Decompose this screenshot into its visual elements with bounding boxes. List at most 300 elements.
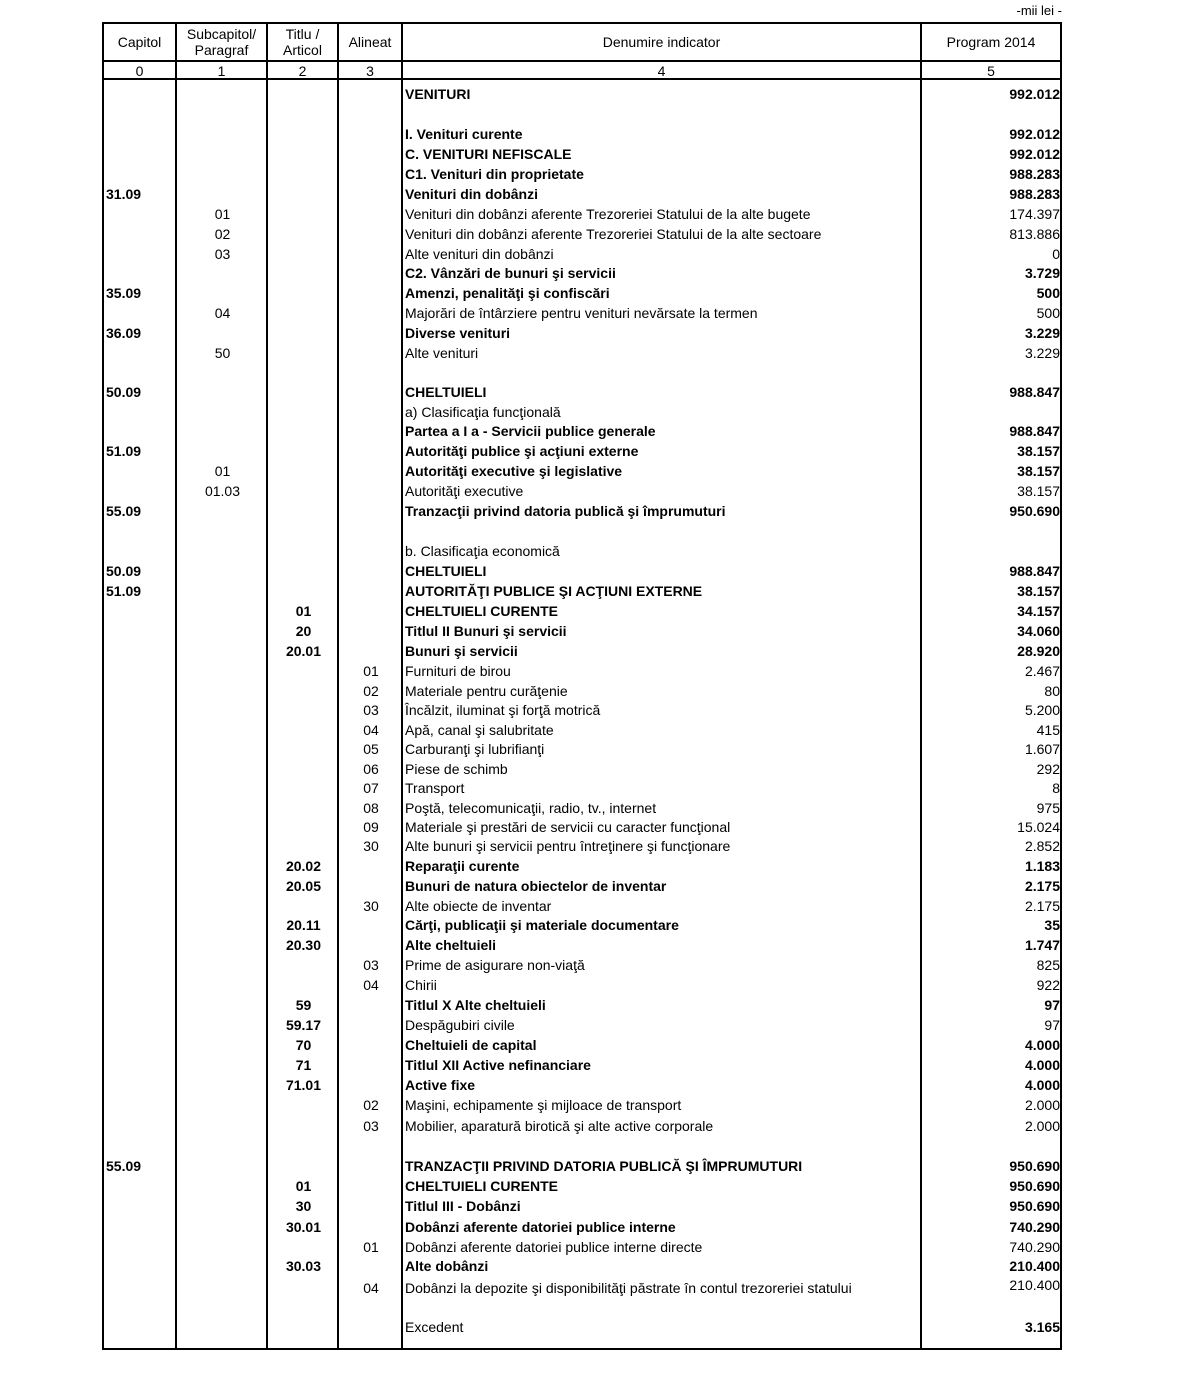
subcapitol-cell [177, 541, 268, 561]
titlu-cell: 01 [295, 1178, 312, 1194]
alineat-cell: 07 [363, 780, 379, 796]
table-row [104, 1176, 1060, 1196]
program-value-cell: 174.397 [1009, 206, 1060, 222]
alineat-cell [339, 1256, 403, 1276]
capitol-cell [106, 915, 176, 935]
titlu-cell [268, 144, 339, 164]
subcapitol-cell [177, 836, 268, 856]
indicator-name-cell: Despăgubiri civile [405, 1017, 515, 1033]
alineat-cell: 03 [363, 702, 379, 718]
subcapitol-cell [177, 283, 268, 303]
table-row [104, 501, 1060, 521]
indicator-name-cell: Cărţi, publicaţii şi materiale documentare [405, 917, 679, 933]
subcapitol-cell [177, 561, 268, 581]
capitol-cell [106, 975, 176, 995]
program-value-cell: 415 [1036, 722, 1060, 738]
indicator-name-cell: C1. Venituri din proprietate [405, 166, 584, 182]
program-value-cell: 2.852 [1024, 838, 1060, 854]
table-row [104, 700, 1060, 720]
program-value-cell: 740.290 [1009, 1239, 1060, 1255]
subcapitol-cell [177, 1156, 268, 1176]
titlu-cell: 30.03 [285, 1258, 322, 1274]
table-row [104, 184, 1060, 204]
program-value-cell: 34.157 [1017, 603, 1060, 619]
alineat-cell [339, 382, 403, 402]
indicator-name-cell: Titlul XII Active nefinanciare [405, 1057, 591, 1073]
alineat-cell [339, 1156, 403, 1176]
capitol-cell [106, 1278, 176, 1298]
titlu-cell [268, 541, 339, 561]
table-row [104, 720, 1060, 740]
alineat-cell [339, 164, 403, 184]
indicator-name-cell: Materiale pentru curăţenie [405, 683, 568, 699]
header-capitol: Capitol [117, 34, 162, 50]
program-value-cell: 4.000 [1024, 1057, 1060, 1073]
indicator-name-cell: Autorităţi executive [405, 483, 524, 499]
titlu-cell [268, 501, 339, 521]
capitol-cell [106, 681, 176, 701]
titlu-cell [268, 244, 339, 264]
capitol-cell [106, 798, 176, 818]
table-row [104, 303, 1060, 323]
subcapitol-cell [177, 144, 268, 164]
titlu-cell: 70 [295, 1037, 312, 1053]
indicator-name-cell: VENITURI [405, 86, 471, 102]
unit-label: -mii lei - [1016, 3, 1062, 18]
indicator-name-cell: Materiale şi prestări de servicii cu caracter funcţional [405, 819, 731, 835]
titlu-cell [268, 164, 339, 184]
capitol-cell [106, 621, 176, 641]
subcapitol-cell [177, 84, 268, 104]
capitol-cell [106, 778, 176, 798]
subcapitol-cell [177, 915, 268, 935]
capitol-cell: 55.09 [106, 1158, 142, 1174]
indicator-name-cell: Maşini, echipamente şi mijloace de transport [405, 1097, 682, 1113]
alineat-cell: 03 [363, 957, 379, 973]
table-row [104, 1015, 1060, 1035]
alineat-cell [339, 323, 403, 343]
titlu-cell [268, 421, 339, 441]
titlu-cell: 71.01 [285, 1077, 322, 1093]
subcapitol-cell [177, 856, 268, 876]
program-value-cell: 2.175 [1024, 878, 1060, 894]
subcapitol-cell [177, 739, 268, 759]
alineat-cell [339, 402, 403, 422]
subcapitol-cell [177, 876, 268, 896]
capitol-cell [106, 343, 176, 363]
table-row [104, 561, 1060, 581]
program-value-cell: 950.690 [1009, 1178, 1060, 1194]
subcapitol-cell [177, 1176, 268, 1196]
capitol-cell [106, 955, 176, 975]
indicator-name-cell: CHELTUIELI [405, 384, 487, 400]
subcapitol-cell [177, 1278, 268, 1298]
subcapitol-cell [177, 421, 268, 441]
indicator-name-cell: Dobânzi aferente datoriei publice interne [405, 1219, 676, 1235]
capitol-cell [106, 224, 176, 244]
subcapitol-cell [177, 661, 268, 681]
titlu-cell: 20.11 [286, 917, 321, 933]
indicator-name-cell: Tranzacţii privind datoria publică şi împrumuturi [405, 503, 726, 519]
indicator-name-cell: Furnituri de birou [405, 663, 511, 679]
table-row [104, 541, 1060, 561]
program-value-cell: 2.175 [1024, 898, 1060, 914]
subcapitol-cell [177, 1217, 268, 1237]
index-2: 2 [298, 62, 307, 79]
table-row [104, 759, 1060, 779]
indicator-name-cell: Chirii [405, 977, 437, 993]
indicator-name-cell: Dobânzi la depozite şi disponibilităţi păstrate în contul trezoreriei statului [405, 1280, 852, 1296]
titlu-cell [268, 1116, 339, 1136]
subcapitol-cell [177, 382, 268, 402]
subcapitol-cell [177, 798, 268, 818]
titlu-cell [268, 1156, 339, 1176]
alineat-cell [339, 184, 403, 204]
table-row [104, 1217, 1060, 1237]
alineat-cell: 02 [363, 683, 379, 699]
alineat-cell [339, 501, 403, 521]
indicator-name-cell: Excedent [405, 1319, 464, 1335]
program-value-cell: 992.012 [1009, 146, 1060, 162]
capitol-cell [106, 244, 176, 264]
capitol-cell [106, 421, 176, 441]
subcapitol-cell [177, 1075, 268, 1095]
alineat-cell [339, 481, 403, 501]
titlu-cell [268, 955, 339, 975]
subcapitol-cell [177, 1196, 268, 1216]
program-value-cell: 210.400 [1009, 1277, 1060, 1293]
indicator-name-cell: Titlul III - Dobânzi [405, 1198, 521, 1214]
table-row [104, 402, 1060, 422]
indicator-name-cell: Mobilier, aparatură birotică şi alte active corporale [405, 1118, 714, 1134]
capitol-cell [106, 1237, 176, 1257]
subcapitol-cell [177, 441, 268, 461]
subcapitol-cell [177, 720, 268, 740]
subcapitol-cell [177, 700, 268, 720]
capitol-cell [106, 935, 176, 955]
subcapitol-cell: 01.03 [204, 483, 241, 499]
alineat-cell [339, 541, 403, 561]
program-value-cell: 80 [1044, 683, 1060, 699]
subcapitol-cell [177, 975, 268, 995]
program-value-cell: 500 [1036, 305, 1060, 321]
program-value-cell: 740.290 [1009, 1219, 1060, 1235]
capitol-cell: 51.09 [106, 583, 142, 599]
subcapitol-cell [177, 184, 268, 204]
indicator-name-cell: Venituri din dobânzi aferente Trezoreriei Statului de la alte bugete [405, 206, 811, 222]
alineat-cell [339, 263, 403, 283]
program-value-cell: 8 [1052, 780, 1060, 796]
table-row [104, 461, 1060, 481]
subcapitol-cell [177, 402, 268, 422]
index-0: 0 [135, 62, 144, 79]
indicator-name-cell: Poştă, telecomunicaţii, radio, tv., internet [405, 800, 657, 816]
titlu-cell [268, 759, 339, 779]
indicator-name-cell: Bunuri de natura obiectelor de inventar [405, 878, 667, 894]
program-value-cell: 950.690 [1009, 1198, 1060, 1214]
indicator-name-cell: b. Clasificaţia economică [405, 543, 560, 559]
titlu-cell [268, 975, 339, 995]
capitol-cell [106, 1196, 176, 1216]
indicator-name-cell: Carburanţi şi lubrifianţi [405, 741, 545, 757]
capitol-cell [106, 1116, 176, 1136]
program-value-cell: 3.229 [1024, 345, 1060, 361]
program-value-cell [924, 541, 1060, 561]
table-row [104, 739, 1060, 759]
subcapitol-cell [177, 1256, 268, 1276]
indicator-name-cell: a) Clasificaţia funcţională [405, 404, 561, 420]
capitol-cell [106, 759, 176, 779]
titlu-cell: 01 [295, 603, 312, 619]
table-row [104, 323, 1060, 343]
alineat-cell [339, 856, 403, 876]
capitol-cell [106, 720, 176, 740]
table-row [104, 581, 1060, 601]
alineat-cell [339, 581, 403, 601]
subcapitol-cell [177, 681, 268, 701]
table-row [104, 601, 1060, 621]
table-row [104, 975, 1060, 995]
program-value-cell: 988.847 [1009, 563, 1060, 579]
table-row [104, 343, 1060, 363]
subcapitol-cell [177, 601, 268, 621]
subcapitol-cell [177, 1116, 268, 1136]
program-value-cell: 922 [1036, 977, 1060, 993]
alineat-cell [339, 1035, 403, 1055]
program-value-cell: 5.200 [1024, 702, 1060, 718]
titlu-cell [268, 1237, 339, 1257]
alineat-cell: 05 [363, 741, 379, 757]
table-row [104, 798, 1060, 818]
program-value-cell: 2.000 [1024, 1118, 1060, 1134]
titlu-cell: 20 [295, 623, 312, 639]
table-row [104, 778, 1060, 798]
header-titlu: Titlu / Articol [283, 26, 322, 58]
subcapitol-cell: 01 [214, 463, 231, 479]
table-row [104, 441, 1060, 461]
alineat-cell [339, 343, 403, 363]
capitol-cell [106, 1217, 176, 1237]
table-row [104, 224, 1060, 244]
header-denumire: Denumire indicator [602, 34, 721, 50]
alineat-cell [339, 224, 403, 244]
program-value-cell: 992.012 [1009, 86, 1060, 102]
indicator-name-cell: CHELTUIELI [405, 563, 487, 579]
subcapitol-cell [177, 955, 268, 975]
subcapitol-cell: 01 [214, 206, 231, 222]
table-row [104, 1035, 1060, 1055]
capitol-cell [106, 1055, 176, 1075]
alineat-cell [339, 144, 403, 164]
table-row [104, 955, 1060, 975]
program-value-cell: 4.000 [1024, 1037, 1060, 1053]
titlu-cell: 20.05 [285, 878, 322, 894]
program-value-cell: 3.729 [1024, 265, 1060, 281]
program-value-cell: 825 [1036, 957, 1060, 973]
program-value-cell: 34.060 [1017, 623, 1060, 639]
titlu-cell: 59.17 [285, 1017, 322, 1033]
indicator-name-cell: C. VENITURI NEFISCALE [405, 146, 572, 162]
capitol-cell [106, 461, 176, 481]
table-row [104, 382, 1060, 402]
alineat-cell: 09 [363, 819, 379, 835]
capitol-cell [106, 995, 176, 1015]
program-value-cell: 38.157 [1017, 483, 1060, 499]
indicator-name-cell: Amenzi, penalităţi şi confiscări [405, 285, 610, 301]
table-row [104, 263, 1060, 283]
alineat-cell [339, 1217, 403, 1237]
alineat-cell: 08 [363, 800, 379, 816]
alineat-cell: 01 [363, 1239, 379, 1255]
titlu-cell [268, 343, 339, 363]
table-row [104, 896, 1060, 916]
subcapitol-cell [177, 1317, 268, 1337]
titlu-cell [268, 402, 339, 422]
indicator-name-cell: Partea a I a - Servicii publice generale [405, 423, 656, 439]
titlu-cell [268, 798, 339, 818]
titlu-cell [268, 263, 339, 283]
program-value-cell: 292 [1036, 761, 1060, 777]
capitol-cell [106, 1035, 176, 1055]
alineat-cell [339, 1055, 403, 1075]
program-value-cell: 15.024 [1017, 819, 1060, 835]
program-value-cell: 0 [1052, 246, 1060, 262]
subcapitol-cell: 02 [214, 226, 231, 242]
subcapitol-cell [177, 323, 268, 343]
capitol-cell [106, 84, 176, 104]
capitol-cell [106, 204, 176, 224]
indicator-name-cell: Alte cheltuieli [405, 937, 497, 953]
indicator-name-cell: Prime de asigurare non-viaţă [405, 957, 585, 973]
titlu-cell [268, 1278, 339, 1298]
table-row [104, 283, 1060, 303]
capitol-cell [106, 641, 176, 661]
titlu-cell [268, 481, 339, 501]
table-row [104, 1156, 1060, 1176]
table-row [104, 1116, 1060, 1136]
alineat-cell [339, 876, 403, 896]
header-alineat: Alineat [348, 34, 392, 50]
alineat-cell: 02 [363, 1097, 379, 1113]
titlu-cell [268, 681, 339, 701]
alineat-cell [339, 244, 403, 264]
capitol-cell [106, 1015, 176, 1035]
titlu-cell [268, 896, 339, 916]
indicator-name-cell: Dobânzi aferente datoriei publice interne directe [405, 1239, 703, 1255]
alineat-cell [339, 935, 403, 955]
subcapitol-cell [177, 1015, 268, 1035]
alineat-cell [339, 84, 403, 104]
subcapitol-cell [177, 164, 268, 184]
indicator-name-cell: Încălzit, iluminat şi forţă motrică [405, 702, 601, 718]
capitol-cell [106, 836, 176, 856]
alineat-cell: 03 [363, 1118, 379, 1134]
index-4: 4 [657, 62, 666, 79]
capitol-cell [106, 303, 176, 323]
capitol-cell [106, 1256, 176, 1276]
alineat-cell: 30 [363, 838, 379, 854]
table-row [104, 124, 1060, 144]
alineat-cell [339, 441, 403, 461]
program-value-cell: 28.920 [1017, 643, 1060, 659]
capitol-cell [106, 164, 176, 184]
titlu-cell [268, 184, 339, 204]
table-row [104, 1317, 1060, 1337]
indicator-name-cell: Titlul II Bunuri şi servicii [405, 623, 567, 639]
program-value-cell: 988.283 [1009, 186, 1060, 202]
table-row [104, 164, 1060, 184]
titlu-cell [268, 124, 339, 144]
subcapitol-cell [177, 641, 268, 661]
titlu-cell [268, 836, 339, 856]
capitol-cell: 51.09 [106, 443, 142, 459]
titlu-cell: 20.30 [285, 937, 322, 953]
titlu-cell [268, 778, 339, 798]
table-row [104, 836, 1060, 856]
alineat-cell [339, 1075, 403, 1095]
program-value-cell: 988.847 [1009, 423, 1060, 439]
alineat-cell [339, 1317, 403, 1337]
indicator-name-cell: Piese de schimb [405, 761, 508, 777]
indicator-name-cell: Alte bunuri şi servicii pentru întreţinere şi funcţionare [405, 838, 731, 854]
header-program: Program 2014 [946, 34, 1036, 50]
table-row [104, 856, 1060, 876]
subcapitol-cell [177, 896, 268, 916]
capitol-cell [106, 402, 176, 422]
program-value-cell: 2.000 [1024, 1097, 1060, 1113]
indicator-name-cell: Titlul X Alte cheltuieli [405, 997, 546, 1013]
indicator-name-cell: Alte dobânzi [405, 1258, 489, 1274]
indicator-name-cell: Cheltuieli de capital [405, 1037, 537, 1053]
titlu-cell [268, 84, 339, 104]
subcapitol-cell [177, 621, 268, 641]
program-value-cell: 950.690 [1009, 503, 1060, 519]
index-1: 1 [217, 62, 226, 79]
indicator-name-cell: Autorităţi publice şi acţiuni externe [405, 443, 639, 459]
alineat-cell [339, 995, 403, 1015]
program-value-cell: 950.690 [1009, 1158, 1060, 1174]
titlu-cell [268, 204, 339, 224]
table-row [104, 1256, 1060, 1276]
titlu-cell [268, 461, 339, 481]
titlu-cell [268, 323, 339, 343]
titlu-cell [268, 720, 339, 740]
table-row [104, 1095, 1060, 1115]
capitol-cell [106, 896, 176, 916]
capitol-cell [106, 541, 176, 561]
index-5: 5 [987, 62, 995, 79]
program-value-cell: 3.165 [1024, 1319, 1060, 1335]
indicator-name-cell: AUTORITĂŢI PUBLICE ŞI ACŢIUNI EXTERNE [405, 583, 703, 599]
capitol-cell: 50.09 [106, 384, 142, 400]
alineat-cell [339, 641, 403, 661]
titlu-cell: 20.02 [285, 858, 322, 874]
indicator-name-cell: Venituri din dobânzi aferente Trezoreriei Statului de la alte sectoare [405, 226, 822, 242]
titlu-cell [268, 700, 339, 720]
titlu-cell [268, 224, 339, 244]
indicator-name-cell: Active fixe [405, 1077, 476, 1093]
alineat-cell [339, 303, 403, 323]
program-value-cell: 813.886 [1009, 226, 1060, 242]
alineat-cell [339, 601, 403, 621]
capitol-cell [106, 739, 176, 759]
program-value-cell: 97 [1044, 1017, 1060, 1033]
capitol-cell [106, 876, 176, 896]
subcapitol-cell [177, 501, 268, 521]
capitol-cell [106, 1095, 176, 1115]
indicator-name-cell: Apă, canal şi salubritate [405, 722, 554, 738]
program-value-cell: 1.747 [1024, 937, 1060, 953]
